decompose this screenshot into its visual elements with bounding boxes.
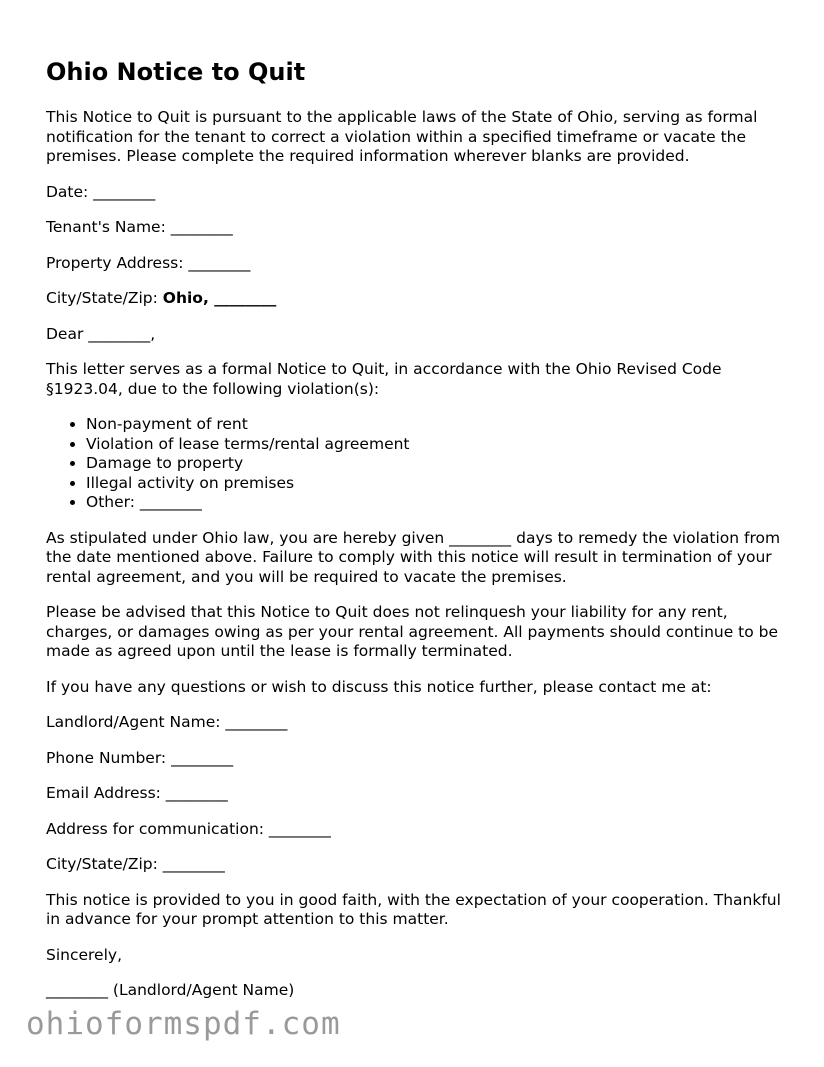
closing-paragraph: This notice is provided to you in good faith, with the expectation of your cooperation. Thankful in advance for your prompt attention to this matter. xyxy=(46,890,781,928)
city-state-zip-blank: ________ xyxy=(208,289,277,307)
list-item: • Damage to property xyxy=(86,454,786,474)
list-item: • Violation of lease terms/rental agreement xyxy=(86,435,786,455)
document-page xyxy=(46,56,786,1017)
list-item: • Non-payment of rent xyxy=(86,415,786,435)
city-state-zip-field xyxy=(46,289,786,309)
signature-line: ________ (Landlord/Agent Name) xyxy=(46,981,295,999)
property-address-field: Property Address: ________ xyxy=(46,253,251,272)
contact-city-state-zip-field: City/State/Zip: ________ xyxy=(46,855,225,873)
sign-off: Sincerely, xyxy=(46,945,123,964)
date-field: Date: ________ xyxy=(46,182,156,201)
city-state-zip-label: City/State/Zip: xyxy=(46,289,163,307)
list-item: • Illegal activity on premises xyxy=(86,474,786,494)
contact-intro-paragraph: If you have any questions or wish to discuss this notice further, please contact me at: xyxy=(46,677,712,696)
violations-list xyxy=(46,415,786,513)
landlord-name-field: Landlord/Agent Name: ________ xyxy=(46,713,288,731)
salutation: Dear ________, xyxy=(46,324,156,343)
remedy-paragraph: As stipulated under Ohio law, you are hereby given ________ days to remedy the violation from the date mentioned above. Failure to comply with this notice will result in termination of your rental agreement, and you will be required to vacate the premises. xyxy=(46,528,781,586)
list-item: • Other: ________ xyxy=(86,493,786,513)
phone-field: Phone Number: ________ xyxy=(46,748,234,767)
page-title: Ohio Notice to Quit xyxy=(46,58,306,86)
liability-paragraph: Please be advised that this Notice to Quit does not relinquesh your liability for any rent, charges, or damages owing as per your rental agreement. All payments should continue to be made as agreed upon until the lease is formally terminated. xyxy=(46,603,779,660)
violation-intro-paragraph: This letter serves as a formal Notice to Quit, in accordance with the Ohio Revised Code §1923.04, due to the following violation(s): xyxy=(46,360,722,398)
email-field: Email Address: ________ xyxy=(46,784,228,802)
address-field: Address for communication: ________ xyxy=(46,819,331,838)
intro-paragraph: This Notice to Quit is pursuant to the applicable laws of the State of Ohio, serving as formal notification for the tenant to correct a violation within a specified timeframe or vacate the premises. Please complete the required information wherever blanks are provided. xyxy=(46,108,758,165)
state-name: Ohio, xyxy=(162,289,209,307)
tenant-name-field: Tenant's Name: ________ xyxy=(46,218,233,236)
watermark-text: ohioformspdf.com xyxy=(26,1006,341,1042)
